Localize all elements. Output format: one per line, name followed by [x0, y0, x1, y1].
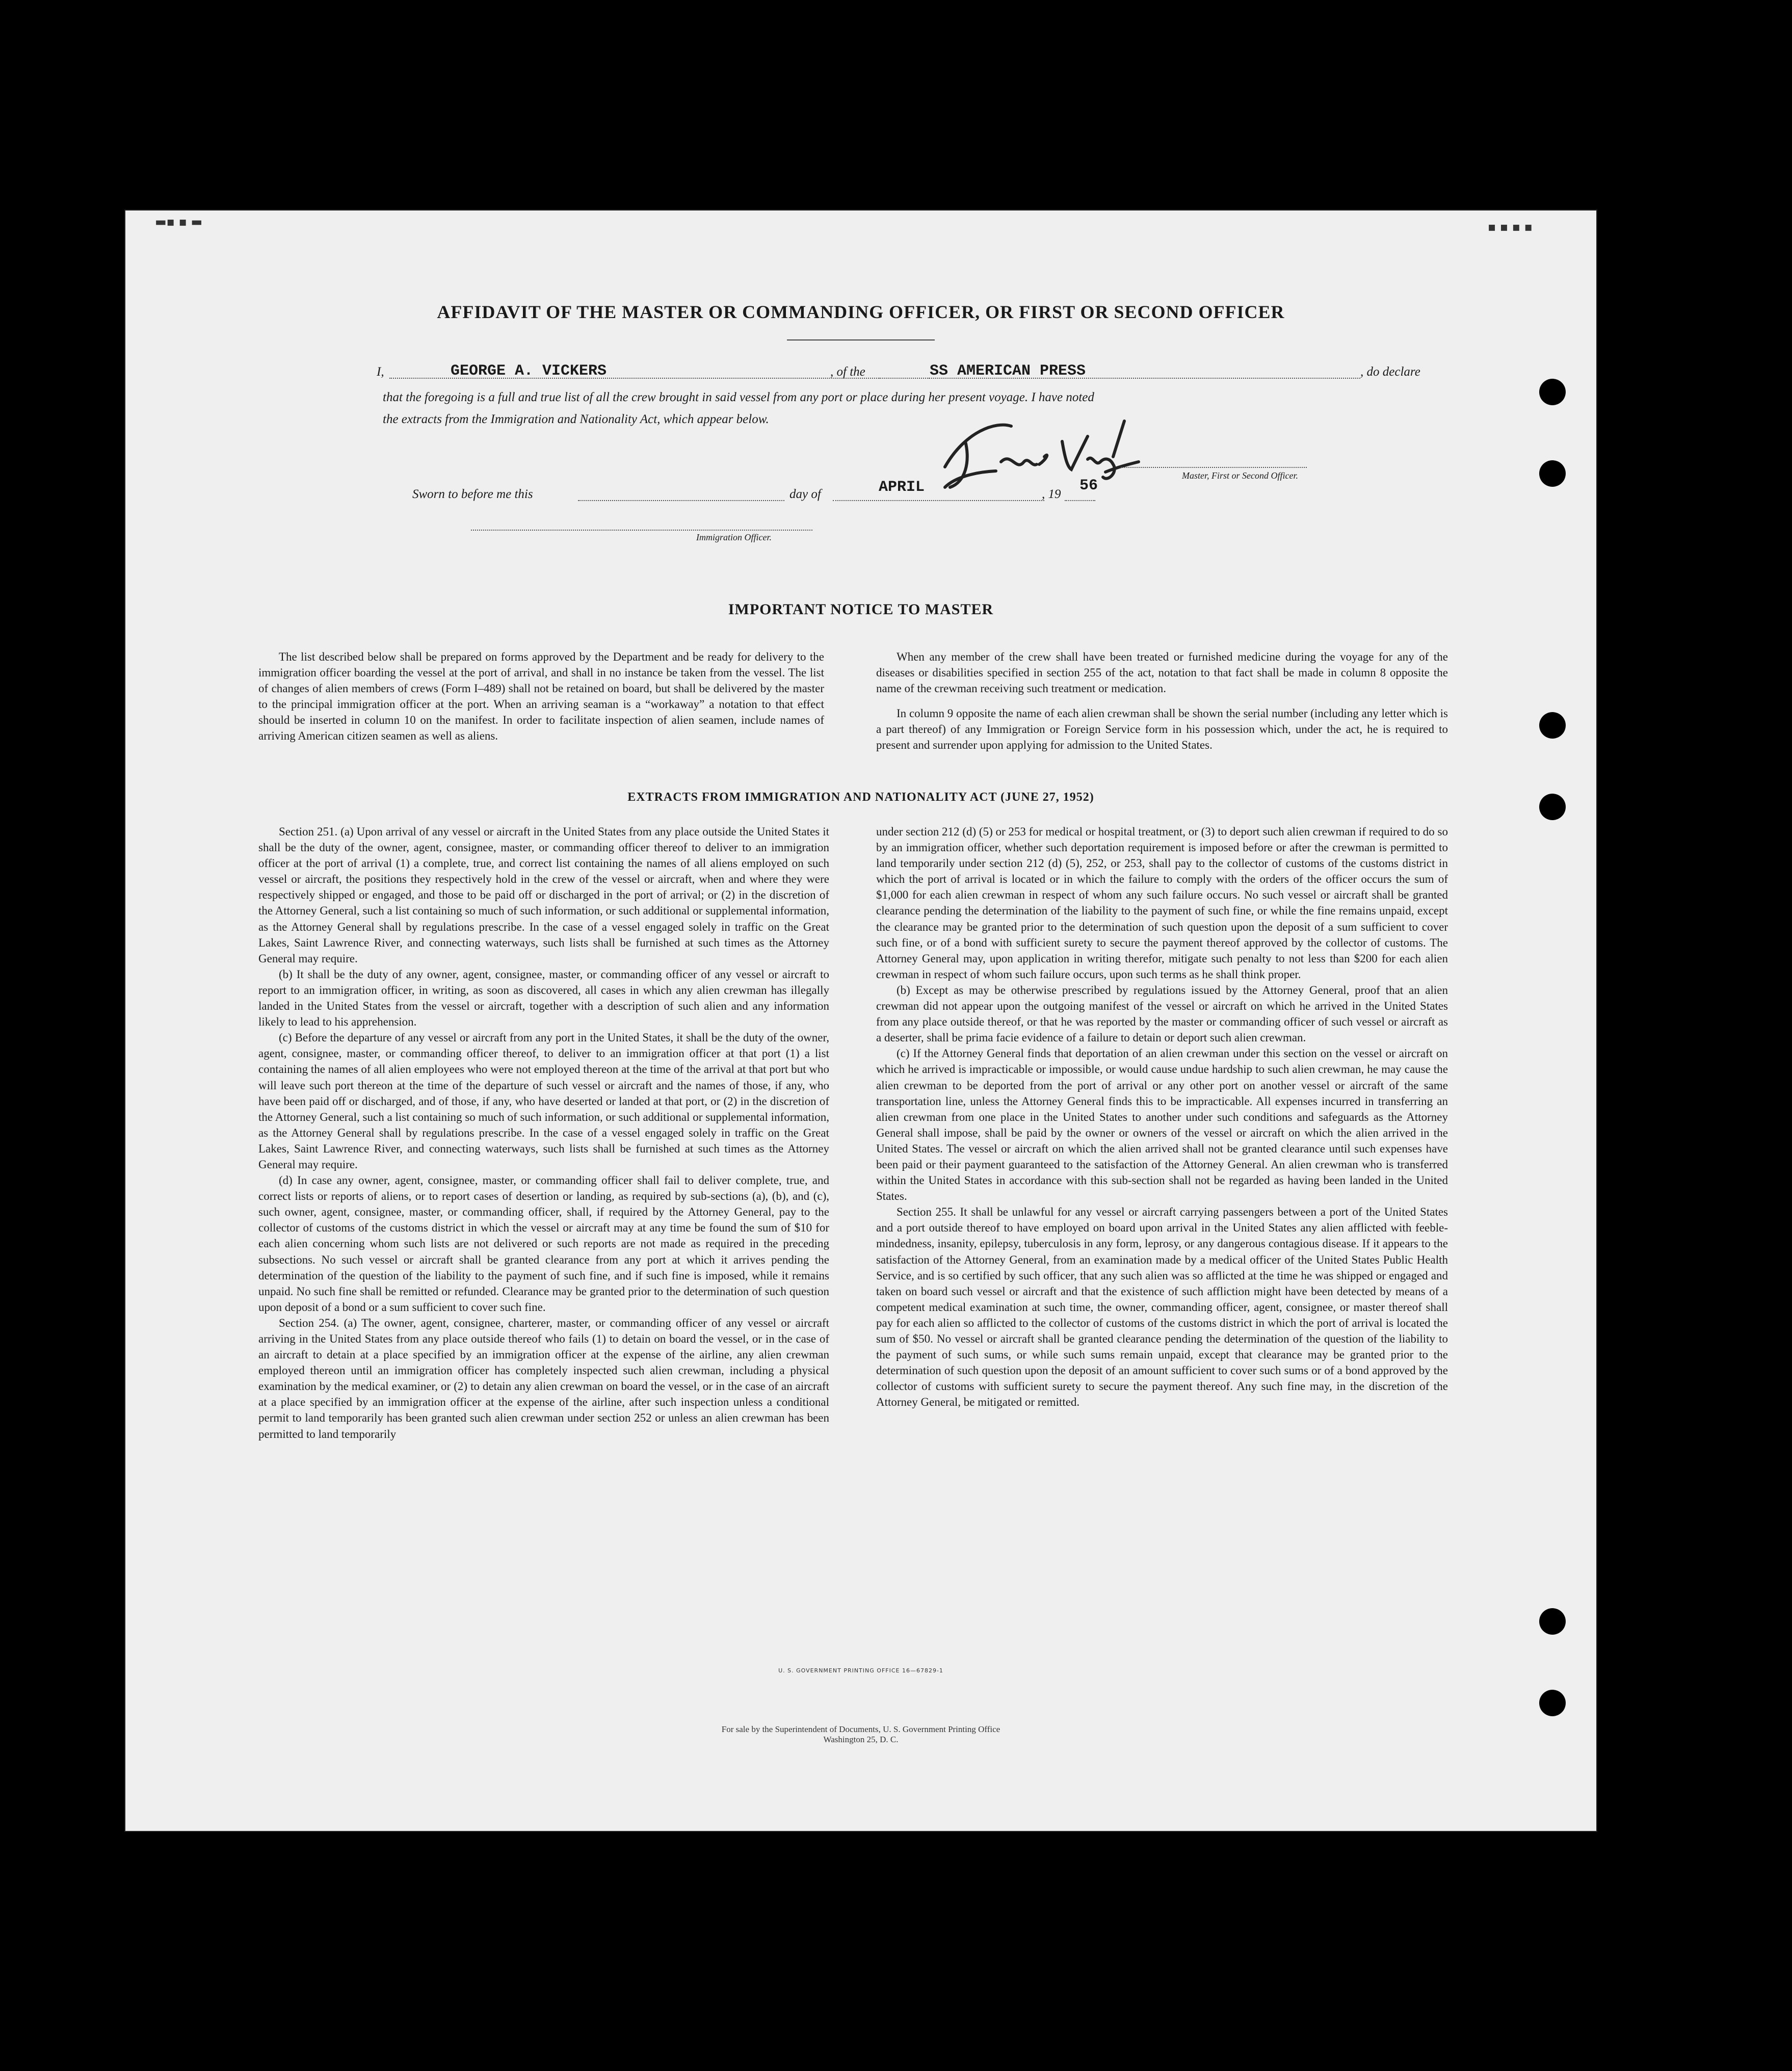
year-dotted-line: [1065, 500, 1095, 501]
punch-hole: [1539, 1690, 1566, 1716]
punch-hole: [1539, 712, 1566, 739]
extract-paragraph: (b) Except as may be otherwise prescribed by regulations issued by the Attorney General, proof that an alien crewman did not appear upon the outgoing manifest of the vessel or aircraft on which he arrived in the United States from any place outside thereof, or that he was reported by the master or commanding officer of such vessel or aircraft as a deserter, shall be prima facie evidence of a failure to detain or deport such alien crewman.: [876, 983, 1448, 1044]
punch-hole: [1539, 379, 1566, 405]
affidavit-title: AFFIDAVIT OF THE MASTER OR COMMANDING OFFICER, OR FIRST OR SECOND OFFICER: [437, 302, 1285, 322]
sworn-month: APRIL: [879, 479, 925, 496]
notice-paragraph: When any member of the crew shall have been treated or furnished medicine during the voyage for any of the diseases or disabilities specified in section 255 of the act, notation to that fact shall be made in column 8 opposite the name of the crewman receiving such treatment or medication.: [876, 650, 1448, 695]
footer-line-2: Washington 25, D. C.: [823, 1735, 899, 1744]
handwritten-signature: [935, 411, 1179, 492]
gpo-imprint: U. S. GOVERNMENT PRINTING OFFICE 16—67829-1: [778, 1667, 943, 1674]
notice-paragraph: The list described below shall be prepared on forms approved by the Department and be ready for delivery to the immigration officer boarding the vessel at the port of arrival, and shall in no instance be taken from the vessel. The list of changes of alien members of crews (Form I–489) shall not be retained on board, but shall be delivered by the master to the principal immigration officer at the port. When an arriving seaman is a “workaway” a notation to that effect should be inserted in column 10 on the manifest. In order to facilitate inspection of alien seamen, include names of arriving American citizen seamen as well as aliens.: [258, 650, 824, 743]
vessel-name: SS AMERICAN PRESS: [930, 362, 1086, 380]
affidavit-form-page: [124, 209, 1597, 1832]
title-divider: [787, 339, 935, 340]
declaration-line-1: that the foregoing is a full and true list of all the crew brought in said vessel from any port or place during her present voyage. I have noted: [383, 390, 1094, 404]
extract-paragraph: Section 254. (a) The owner, agent, consignee, charterer, master, or commanding officer of any vessel or aircraft arriving in the United States from any place outside thereof who fails (1) to detain on board the vessel, or in the case of an aircraft to detain at a place specified by an immigration officer at the expense of the airline, any alien crewman employed thereon until an immigration officer has completely inspected such alien crewman, including a physical examination by the medical examiner, or (2) to detain any alien crewman on board the vessel, or in the case of an aircraft at a place specified by an immigration officer at the expense of the airline, after such inspection unless a conditional permit to land temporarily has been granted such alien crewman under section 252 or unless an alien crewman has been permitted to land temporarily: [258, 1316, 829, 1440]
footer: [124, 1724, 1597, 1745]
extract-paragraph: under section 212 (d) (5) or 253 for medical or hospital treatment, or (3) to deport such alien crewman if required to do so by an immigration officer, whether such deportation requirement is imposed before or after the crewman is permitted to land temporarily under section 212 (d) (5), 252, or 253, shall pay to the collector of customs of the customs district in which the port of arrival is located or in which the failure to comply with the orders of the officer occurs the sum of $1,000 for each alien crewman in respect of whom any such failure occurs. No such vessel or aircraft shall be granted clearance pending the determination of the liability to the payment of such fine, or while the fine remains unpaid, except the clearance may be granted prior to the determination of such question upon the deposit of a sum sufficient to cover such fine, or of a bond with sufficient surety to secure the payment thereof approved by the collector of customs. The Attorney General may, upon application in writing therefor, mitigate such penalty to not less than $200 for each alien crewman in respect of whom such failure occurs, upon such terms as he shall think proper.: [876, 825, 1448, 981]
immigration-officer-label: Immigration Officer.: [696, 532, 772, 542]
notice-title: IMPORTANT NOTICE TO MASTER: [728, 601, 994, 618]
extracts-title: EXTRACTS FROM IMMIGRATION AND NATIONALITY ACT (JUNE 27, 1952): [627, 791, 1094, 804]
year-prefix: , 19: [1042, 487, 1061, 501]
sworn-day-dotted-line: [578, 500, 784, 501]
immigration-officer-line: [471, 530, 812, 531]
footer-line-1: For sale by the Superintendent of Documents, U. S. Government Printing Office: [721, 1724, 1000, 1734]
notice-right-column: [876, 649, 1448, 763]
notice-left-column: [258, 649, 824, 753]
do-declare-label: , do declare: [1360, 365, 1420, 379]
i-label: I,: [377, 365, 384, 379]
extract-paragraph: (d) In case any owner, agent, consignee, master, or commanding officer shall fail to deliver complete, true, and correct lists or reports of aliens, or to report cases of desertion or landing, as required by sub-sections (a), (b), and (c), such owner, agent, consignee, master, or commanding officer, shall, if required by the Attorney General, pay to the collector of customs of the customs district in which the vessel or aircraft may at any time be found the sum of $10 for each alien concerning whom such lists are not delivered or such reports are not made as required in the preceding subsections. No such vessel or aircraft shall be granted clearance from any port at which it arrives pending the determination of the question of the liability to the payment of such fine, and if such fine is imposed, while it remains unpaid. No such fine shall be remitted or refunded. Clearance may be granted prior to the determination of such question upon deposit of a bond or a sum sufficient to cover such fine.: [258, 1174, 829, 1314]
corner-mark-right: ▪ ▪ ▪ ▪: [1488, 220, 1533, 234]
day-of-label: day of: [789, 487, 821, 501]
punch-hole: [1539, 1608, 1566, 1635]
master-signature-line: [1121, 467, 1307, 468]
master-label: Master, First or Second Officer.: [1182, 470, 1298, 481]
declaration-line-2: the extracts from the Immigration and Nationality Act, which appear below.: [383, 412, 769, 426]
sworn-label: Sworn to before me this: [412, 487, 533, 501]
extract-paragraph: Section 251. (a) Upon arrival of any vessel or aircraft in the United States from any place outside the United States it shall be the duty of the owner, agent, consignee, master, or commanding officer thereof to deliver to an immigration officer at the port of arrival (1) a complete, true, and correct list containing the names of all aliens employed on such vessel or aircraft, the positions they respectively hold in the crew of the vessel or aircraft, when and where they were respectively shipped or engaged, and those to be paid off or discharged in the port of arrival; or (2) in the discretion of the Attorney General, such a list containing so much of such information, or such additional or supplemental information, as the Attorney General shall by regulations prescribe. In the case of a vessel engaged solely in traffic on the Great Lakes, Saint Lawrence River, and connecting waterways, such lists shall be furnished at such times as the Attorney General may require.: [258, 825, 829, 965]
extract-paragraph: (c) Before the departure of any vessel or aircraft from any port in the United States, it shall be the duty of the owner, agent, consignee, master, or commanding officer thereof, to deliver to an immigration officer at that port (1) a list containing the names of all alien employees who were not employed thereon at the time of the arrival at that port but who will leave such port thereon at the time of the departure of such vessel or aircraft and the names of those, if any, who have been paid off or discharged, and of those, if any, who have deserted or landed at that port, or (2) in the discretion of the Attorney General, such a list containing so much of such information, or such additional or supplemental information, as the Attorney General shall by regulations prescribe. In the case of a vessel engaged solely in traffic on the Great Lakes, Saint Lawrence River, and connecting waterways, such lists shall be furnished at such times as the Attorney General may require.: [258, 1031, 829, 1171]
extract-paragraph: Section 255. It shall be unlawful for any vessel or aircraft carrying passengers between a port of the United States and a port outside thereof to have employed on board upon arrival in the United States any alien afflicted with feeble-mindedness, insanity, epilepsy, tuberculosis in any form, leprosy, or any dangerous contagious disease. If it appears to the satisfaction of the Attorney General, from an examination made by a medical officer of the United States Public Health Service, and is so certified by such officer, that any such alien was so afflicted at the time he was shipped or engaged and taken on board such vessel or aircraft and that the existence of such affliction might have been detected by means of a competent medical examination at such time, the owner, commanding officer, agent, consignee, or master thereof shall pay for each alien so afflicted to the collector of customs of the customs district in which the port of arrival is located the sum of $50. No vessel or aircraft shall be granted clearance pending the determination of the question of the liability to the payment of such sums, or while such sums remain unpaid, except that clearance may be granted prior to the determination of such question upon the deposit of an amount sufficient to cover such sums or of a bond approved by the collector of customs with sufficient surety to secure the payment thereof. Any such fine may, in the discretion of the Attorney General, be mitigated or remitted.: [876, 1205, 1448, 1409]
extracts-right-column: [876, 824, 1448, 1410]
sworn-year: 56: [1079, 477, 1098, 494]
extract-paragraph: (c) If the Attorney General finds that deportation of an alien crewman under this section on the vessel or aircraft on which he arrived is impracticable or impossible, or would cause undue hardship to such alien crewman, he may cause the alien crewman to be deported from the port of arrival or any other port on another vessel or aircraft of the same transportation line, unless the Attorney General finds this to be impracticable. All expenses incurred in transferring an alien crewman from one place in the United States to another under such conditions and safeguards as the Attorney General shall impose, shall be paid by the owner or owners of the vessel or aircraft on which the alien arrived in the United States. The vessel or aircraft on which the alien arrived shall not be granted clearance until such expenses have been paid or their payment guaranteed to the satisfaction of the Attorney General. An alien crewman who is transferred within the United States in accordance with this sub-section shall not be regarded as having been landed in the United States.: [876, 1047, 1448, 1203]
corner-mark-left: ▬▪ ▪ ▬: [155, 215, 203, 229]
month-dotted-line: [833, 500, 1044, 501]
extract-paragraph: (b) It shall be the duty of any owner, agent, consignee, master, or commanding officer of any vessel or aircraft to report to an immigration officer, in writing, as soon as discovered, all cases in which any alien crewman has illegally landed in the United States from the vessel or aircraft, together with a description of such alien and any information likely to lead to his apprehension.: [258, 967, 829, 1029]
extracts-left-column: [258, 824, 829, 1442]
notice-paragraph: In column 9 opposite the name of each alien crewman shall be shown the serial number (including any letter which is a part thereof) of any Immigration or Foreign Service form in his possession which, under the act, he is required to present and surrender upon applying for admission to the United States.: [876, 707, 1448, 752]
officer-name: GEORGE A. VICKERS: [451, 362, 607, 380]
of-the-label: , of the: [830, 365, 865, 379]
punch-hole: [1539, 460, 1566, 487]
